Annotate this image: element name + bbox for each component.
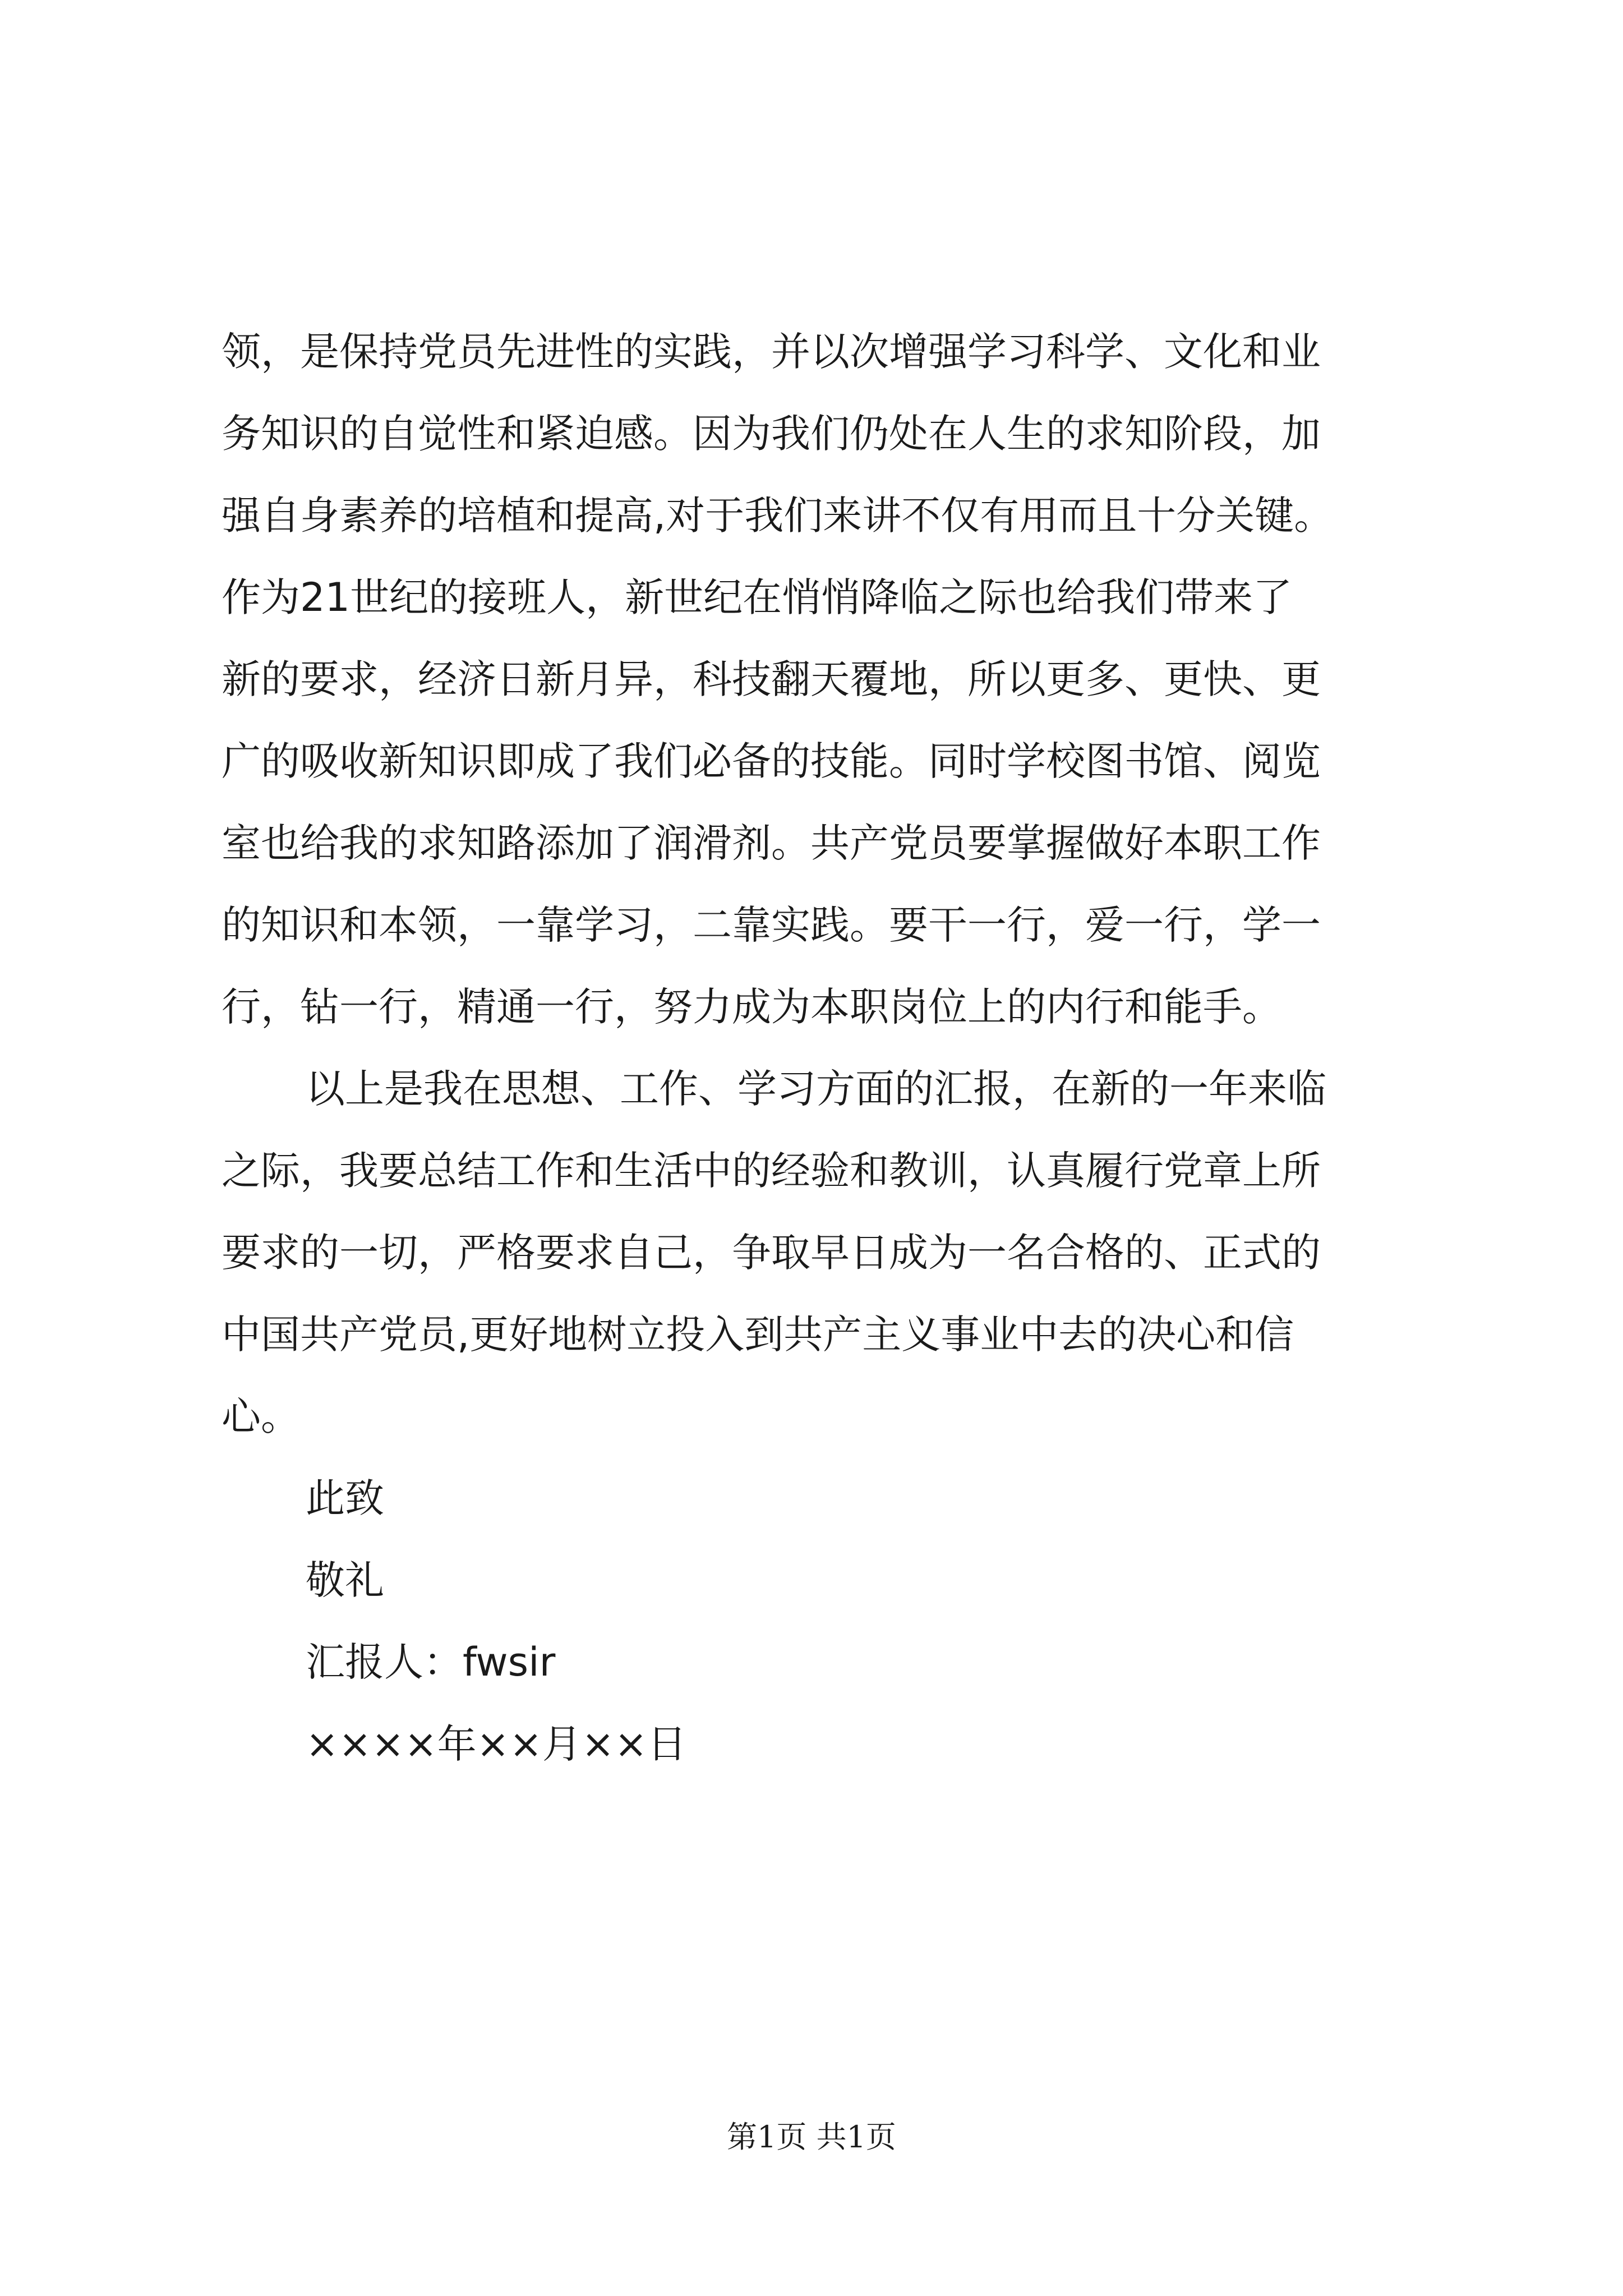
report-date: ××××年××月××日 (306, 1721, 687, 1767)
paragraph-start-line: 以上是我在思想、工作、学习方面的汇报，在新的一年来临 (306, 1066, 1326, 1112)
reporter-signature: 汇报人：fwsir (306, 1639, 556, 1685)
closing-salutation: 此致 (306, 1475, 384, 1521)
body-line: 新的要求，经济日新月异，科技翻天覆地，所以更多、更快、更 (222, 656, 1321, 702)
page-number-footer: 第1页 共1页 (727, 2119, 896, 2155)
body-line: 心。 (222, 1393, 300, 1439)
body-line: 室也给我的求知路添加了润滑剂。共产党员要掌握做好本职工作 (222, 820, 1321, 866)
closing-regards: 敬礼 (306, 1557, 384, 1603)
body-line: 中国共产党员,更好地树立投入到共产主义事业中去的决心和信 (222, 1312, 1294, 1358)
body-line: 之际，我要总结工作和生活中的经验和教训，认真履行党章上所 (222, 1148, 1321, 1194)
body-line: 作为21世纪的接班人，新世纪在悄悄降临之际也给我们带来了 (222, 574, 1293, 620)
body-line: 务知识的自觉性和紧迫感。因为我们仍处在人生的求知阶段，加 (222, 411, 1321, 457)
body-line: 行，钻一行，精通一行，努力成为本职岗位上的内行和能手。 (222, 984, 1281, 1030)
document-body (222, 311, 1489, 1785)
body-line: 广的吸收新知识即成了我们必备的技能。同时学校图书馆、阅览 (222, 738, 1321, 784)
body-line: 的知识和本领，一靠学习，二靠实践。要干一行，爱一行，学一 (222, 902, 1321, 948)
body-line: 要求的一切，严格要求自己，争取早日成为一名合格的、正式的 (222, 1230, 1321, 1276)
body-line: 强自身素养的培植和提高,对于我们来讲不仅有用而且十分关键。 (222, 493, 1334, 539)
body-line: 领，是保持党员先进性的实践，并以次增强学习科学、文化和业 (222, 329, 1321, 375)
